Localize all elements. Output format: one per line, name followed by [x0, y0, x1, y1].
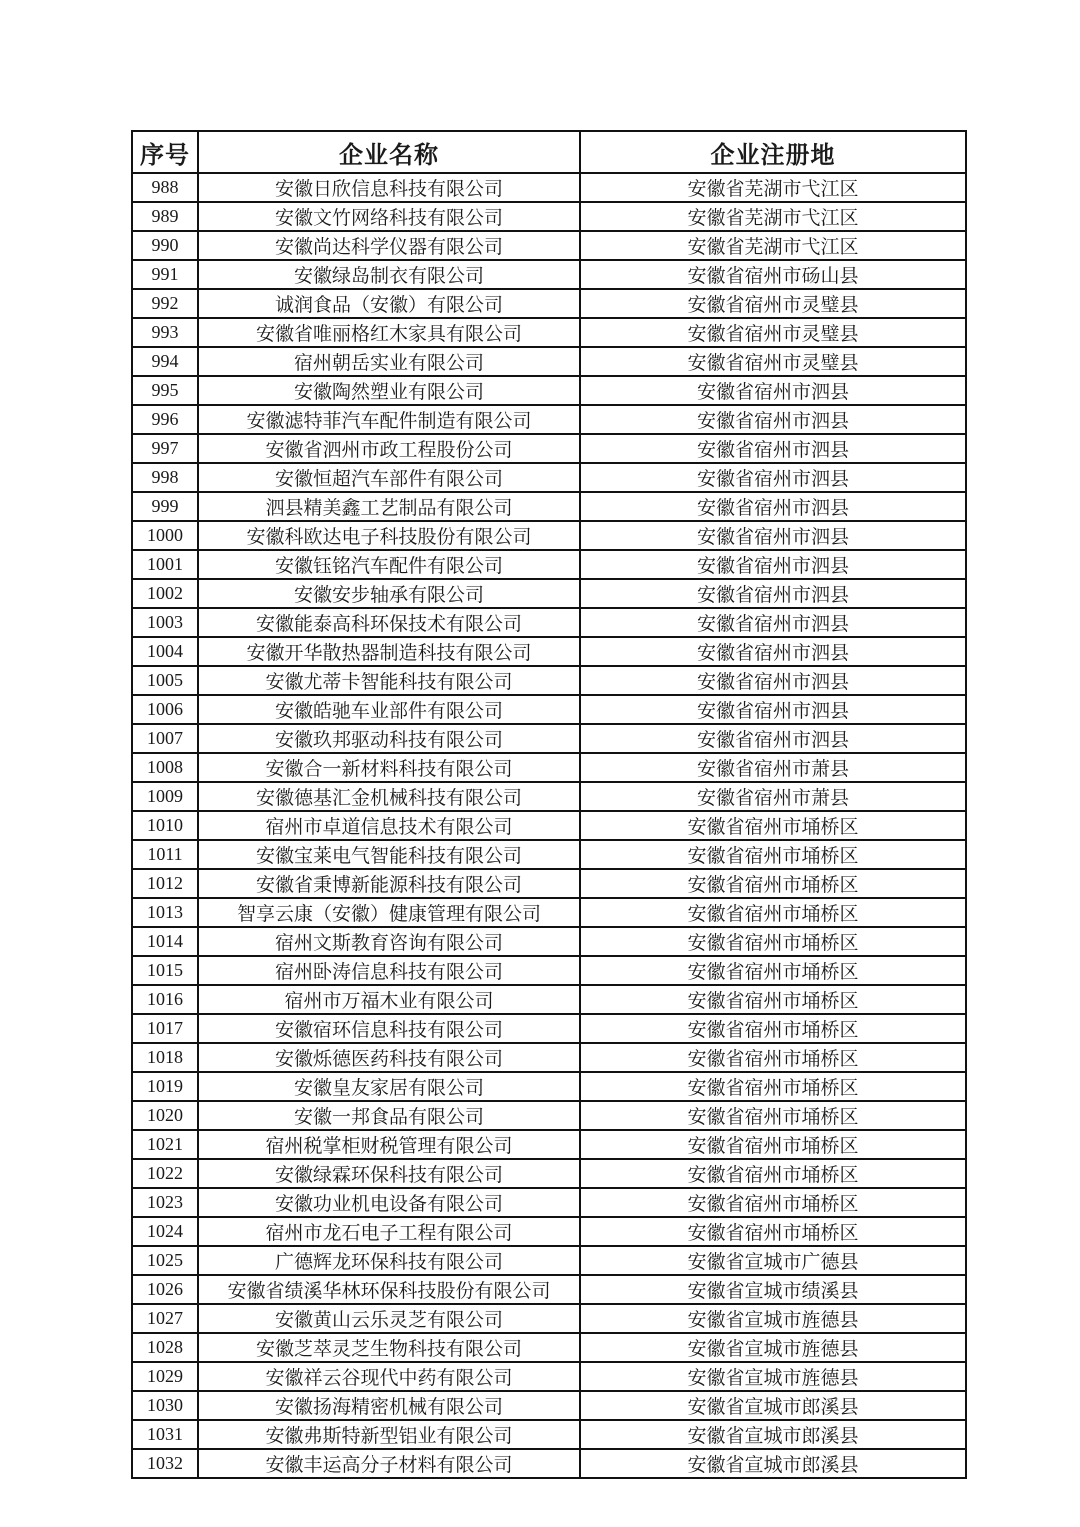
row-company-name: 诚润食品（安徽）有限公司: [198, 289, 580, 318]
table-row: [132, 405, 966, 434]
table-row: [132, 1043, 966, 1072]
row-company-name: 安徽文竹网络科技有限公司: [198, 202, 580, 231]
table-row: [132, 1391, 966, 1420]
row-registration-place: 安徽省宿州市泗县: [580, 463, 966, 492]
table-row: [132, 579, 966, 608]
row-serial-number: 1024: [132, 1217, 198, 1246]
row-company-name: 宿州市龙石电子工程有限公司: [198, 1217, 580, 1246]
row-serial-number: 1031: [132, 1420, 198, 1449]
row-registration-place: 安徽省宿州市埇桥区: [580, 840, 966, 869]
row-registration-place: 安徽省宣城市旌德县: [580, 1333, 966, 1362]
row-serial-number: 1020: [132, 1101, 198, 1130]
column-header-serial-number: 序号: [132, 131, 198, 173]
row-registration-place: 安徽省芜湖市弋江区: [580, 202, 966, 231]
table-row: [132, 289, 966, 318]
row-registration-place: 安徽省宿州市埇桥区: [580, 1159, 966, 1188]
row-company-name: 安徽绿霖环保科技有限公司: [198, 1159, 580, 1188]
row-company-name: 安徽皓驰车业部件有限公司: [198, 695, 580, 724]
table-row: [132, 956, 966, 985]
row-registration-place: 安徽省宿州市埇桥区: [580, 956, 966, 985]
row-company-name: 安徽安步轴承有限公司: [198, 579, 580, 608]
row-serial-number: 1005: [132, 666, 198, 695]
row-company-name: 安徽宝莱电气智能科技有限公司: [198, 840, 580, 869]
table-row: [132, 434, 966, 463]
row-company-name: 宿州税掌柜财税管理有限公司: [198, 1130, 580, 1159]
row-registration-place: 安徽省宿州市埇桥区: [580, 1130, 966, 1159]
table-row: [132, 927, 966, 956]
row-registration-place: 安徽省宿州市灵璧县: [580, 289, 966, 318]
row-company-name: 安徽开华散热器制造科技有限公司: [198, 637, 580, 666]
row-registration-place: 安徽省宣城市郎溪县: [580, 1449, 966, 1478]
row-serial-number: 1025: [132, 1246, 198, 1275]
row-company-name: 广德辉龙环保科技有限公司: [198, 1246, 580, 1275]
row-company-name: 安徽烁德医药科技有限公司: [198, 1043, 580, 1072]
row-registration-place: 安徽省宿州市埇桥区: [580, 898, 966, 927]
row-serial-number: 1015: [132, 956, 198, 985]
row-serial-number: 1032: [132, 1449, 198, 1478]
row-serial-number: 1030: [132, 1391, 198, 1420]
row-registration-place: 安徽省宿州市埇桥区: [580, 1101, 966, 1130]
row-company-name: 安徽祥云谷现代中药有限公司: [198, 1362, 580, 1391]
table-row: [132, 231, 966, 260]
row-company-name: 安徽滤特菲汽车配件制造有限公司: [198, 405, 580, 434]
row-registration-place: 安徽省宿州市泗县: [580, 550, 966, 579]
row-serial-number: 1011: [132, 840, 198, 869]
row-serial-number: 1023: [132, 1188, 198, 1217]
row-company-name: 安徽皇友家居有限公司: [198, 1072, 580, 1101]
table-row: [132, 811, 966, 840]
row-company-name: 安徽一邦食品有限公司: [198, 1101, 580, 1130]
row-company-name: 安徽芝萃灵芝生物科技有限公司: [198, 1333, 580, 1362]
row-registration-place: 安徽省宿州市泗县: [580, 724, 966, 753]
row-serial-number: 1029: [132, 1362, 198, 1391]
table-row: [132, 1101, 966, 1130]
row-registration-place: 安徽省宣城市旌德县: [580, 1304, 966, 1333]
table-row: [132, 1072, 966, 1101]
row-registration-place: 安徽省宿州市砀山县: [580, 260, 966, 289]
row-serial-number: 1004: [132, 637, 198, 666]
row-registration-place: 安徽省宿州市泗县: [580, 637, 966, 666]
row-serial-number: 1013: [132, 898, 198, 927]
table-row: [132, 695, 966, 724]
row-registration-place: 安徽省宿州市萧县: [580, 782, 966, 811]
row-company-name: 安徽尚达科学仪器有限公司: [198, 231, 580, 260]
table-row: [132, 1275, 966, 1304]
row-company-name: 安徽省泗州市政工程股份公司: [198, 434, 580, 463]
row-company-name: 安徽省秉博新能源科技有限公司: [198, 869, 580, 898]
row-serial-number: 1008: [132, 753, 198, 782]
row-serial-number: 992: [132, 289, 198, 318]
row-registration-place: 安徽省宿州市埇桥区: [580, 1014, 966, 1043]
table-row: [132, 1159, 966, 1188]
table-row: [132, 463, 966, 492]
table-row: [132, 260, 966, 289]
table-row: [132, 376, 966, 405]
row-company-name: 安徽省唯丽格红木家具有限公司: [198, 318, 580, 347]
row-company-name: 智享云康（安徽）健康管理有限公司: [198, 898, 580, 927]
row-serial-number: 993: [132, 318, 198, 347]
row-registration-place: 安徽省宣城市郎溪县: [580, 1420, 966, 1449]
row-registration-place: 安徽省芜湖市弋江区: [580, 231, 966, 260]
row-company-name: 安徽功业机电设备有限公司: [198, 1188, 580, 1217]
row-serial-number: 1002: [132, 579, 198, 608]
row-company-name: 安徽弗斯特新型铝业有限公司: [198, 1420, 580, 1449]
row-company-name: 安徽省绩溪华林环保科技股份有限公司: [198, 1275, 580, 1304]
row-registration-place: 安徽省宿州市埇桥区: [580, 811, 966, 840]
row-serial-number: 989: [132, 202, 198, 231]
table-row: [132, 1246, 966, 1275]
table-row: [132, 840, 966, 869]
table-row: [132, 898, 966, 927]
row-registration-place: 安徽省宿州市埇桥区: [580, 985, 966, 1014]
row-company-name: 安徽科欧达电子科技股份有限公司: [198, 521, 580, 550]
table-row: [132, 869, 966, 898]
row-serial-number: 1018: [132, 1043, 198, 1072]
row-serial-number: 1012: [132, 869, 198, 898]
table-row: [132, 492, 966, 521]
table-header: [132, 131, 966, 173]
row-company-name: 宿州朝岳实业有限公司: [198, 347, 580, 376]
row-serial-number: 1007: [132, 724, 198, 753]
row-registration-place: 安徽省宿州市灵璧县: [580, 318, 966, 347]
table-row: [132, 724, 966, 753]
row-company-name: 安徽日欣信息科技有限公司: [198, 173, 580, 202]
table-row: [132, 347, 966, 376]
row-company-name: 安徽合一新材料科技有限公司: [198, 753, 580, 782]
row-company-name: 安徽陶然塑业有限公司: [198, 376, 580, 405]
row-serial-number: 1017: [132, 1014, 198, 1043]
row-serial-number: 1016: [132, 985, 198, 1014]
row-company-name: 安徽宿环信息科技有限公司: [198, 1014, 580, 1043]
row-serial-number: 1019: [132, 1072, 198, 1101]
row-serial-number: 1000: [132, 521, 198, 550]
row-company-name: 安徽绿岛制衣有限公司: [198, 260, 580, 289]
row-company-name: 安徽尤蒂卡智能科技有限公司: [198, 666, 580, 695]
table-row: [132, 1217, 966, 1246]
row-serial-number: 1026: [132, 1275, 198, 1304]
row-company-name: 安徽恒超汽车部件有限公司: [198, 463, 580, 492]
table-row: [132, 1188, 966, 1217]
row-registration-place: 安徽省宿州市埇桥区: [580, 1217, 966, 1246]
row-company-name: 宿州卧涛信息科技有限公司: [198, 956, 580, 985]
table-row: [132, 1304, 966, 1333]
row-serial-number: 1014: [132, 927, 198, 956]
header-row: [132, 131, 966, 173]
row-registration-place: 安徽省宿州市泗县: [580, 695, 966, 724]
table-row: [132, 550, 966, 579]
row-company-name: 安徽钰铭汽车配件有限公司: [198, 550, 580, 579]
row-serial-number: 990: [132, 231, 198, 260]
row-registration-place: 安徽省宿州市灵璧县: [580, 347, 966, 376]
row-serial-number: 1003: [132, 608, 198, 637]
row-company-name: 安徽黄山云乐灵芝有限公司: [198, 1304, 580, 1333]
row-serial-number: 999: [132, 492, 198, 521]
row-registration-place: 安徽省宣城市旌德县: [580, 1362, 966, 1391]
row-registration-place: 安徽省宣城市郎溪县: [580, 1391, 966, 1420]
row-serial-number: 1010: [132, 811, 198, 840]
row-registration-place: 安徽省芜湖市弋江区: [580, 173, 966, 202]
row-serial-number: 998: [132, 463, 198, 492]
table-row: [132, 202, 966, 231]
row-serial-number: 1001: [132, 550, 198, 579]
table-row: [132, 753, 966, 782]
row-registration-place: 安徽省宿州市泗县: [580, 608, 966, 637]
table-row: [132, 521, 966, 550]
row-company-name: 安徽能泰高科环保技术有限公司: [198, 608, 580, 637]
table-row: [132, 1130, 966, 1159]
row-registration-place: 安徽省宿州市埇桥区: [580, 1043, 966, 1072]
row-registration-place: 安徽省宿州市埇桥区: [580, 1072, 966, 1101]
row-registration-place: 安徽省宣城市广德县: [580, 1246, 966, 1275]
table-row: [132, 1333, 966, 1362]
row-company-name: 泗县精美鑫工艺制品有限公司: [198, 492, 580, 521]
row-company-name: 安徽丰运高分子材料有限公司: [198, 1449, 580, 1478]
row-serial-number: 1027: [132, 1304, 198, 1333]
table-row: [132, 637, 966, 666]
row-registration-place: 安徽省宿州市泗县: [580, 376, 966, 405]
row-company-name: 宿州市卓道信息技术有限公司: [198, 811, 580, 840]
table-row: [132, 985, 966, 1014]
row-serial-number: 1028: [132, 1333, 198, 1362]
row-serial-number: 1021: [132, 1130, 198, 1159]
row-company-name: 宿州文斯教育咨询有限公司: [198, 927, 580, 956]
row-registration-place: 安徽省宿州市泗县: [580, 521, 966, 550]
row-serial-number: 995: [132, 376, 198, 405]
row-registration-place: 安徽省宿州市泗县: [580, 579, 966, 608]
column-header-company-name: 企业名称: [198, 131, 580, 173]
row-registration-place: 安徽省宿州市泗县: [580, 492, 966, 521]
row-company-name: 安徽德基汇金机械科技有限公司: [198, 782, 580, 811]
company-registration-table: [131, 130, 967, 1479]
column-header-registration-place: 企业注册地: [580, 131, 966, 173]
row-serial-number: 1006: [132, 695, 198, 724]
table-row: [132, 1014, 966, 1043]
row-serial-number: 996: [132, 405, 198, 434]
table-row: [132, 1362, 966, 1391]
row-company-name: 安徽扬海精密机械有限公司: [198, 1391, 580, 1420]
row-registration-place: 安徽省宿州市埇桥区: [580, 927, 966, 956]
row-registration-place: 安徽省宿州市埇桥区: [580, 1188, 966, 1217]
row-company-name: 宿州市万福木业有限公司: [198, 985, 580, 1014]
table-row: [132, 666, 966, 695]
row-registration-place: 安徽省宿州市泗县: [580, 434, 966, 463]
row-company-name: 安徽玖邦驱动科技有限公司: [198, 724, 580, 753]
table-row: [132, 173, 966, 202]
row-serial-number: 1022: [132, 1159, 198, 1188]
row-registration-place: 安徽省宿州市埇桥区: [580, 869, 966, 898]
table-body: [132, 173, 966, 1478]
table-row: [132, 1449, 966, 1478]
row-registration-place: 安徽省宿州市泗县: [580, 666, 966, 695]
row-serial-number: 988: [132, 173, 198, 202]
row-serial-number: 994: [132, 347, 198, 376]
row-registration-place: 安徽省宣城市绩溪县: [580, 1275, 966, 1304]
table-row: [132, 318, 966, 347]
row-registration-place: 安徽省宿州市泗县: [580, 405, 966, 434]
row-serial-number: 997: [132, 434, 198, 463]
table-row: [132, 608, 966, 637]
row-serial-number: 1009: [132, 782, 198, 811]
row-registration-place: 安徽省宿州市萧县: [580, 753, 966, 782]
table-row: [132, 782, 966, 811]
table-row: [132, 1420, 966, 1449]
row-serial-number: 991: [132, 260, 198, 289]
